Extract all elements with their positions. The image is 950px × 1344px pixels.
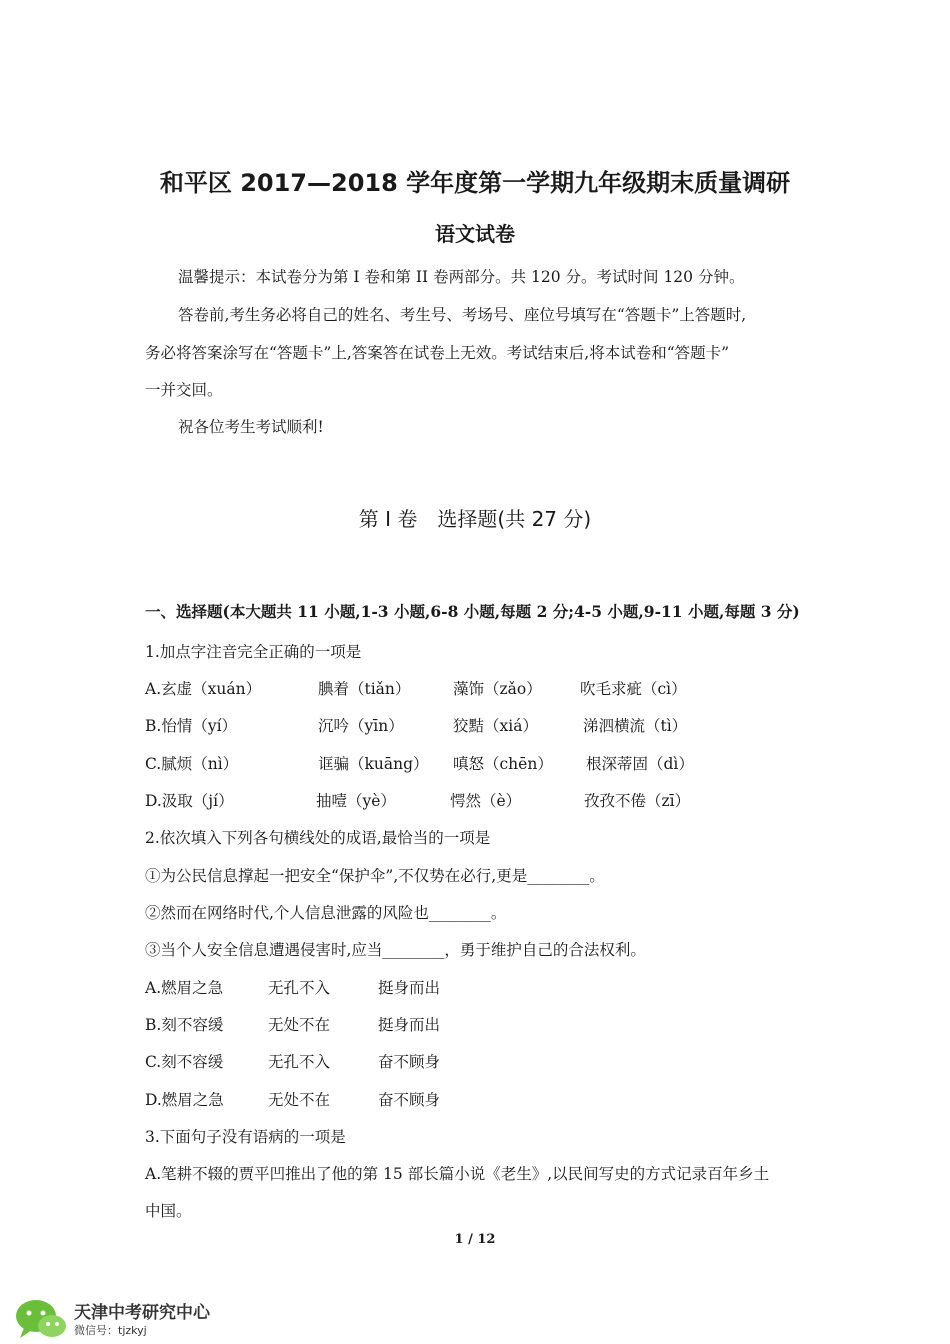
q3-stem: 3.下面句子没有语病的一项是 [145, 1128, 346, 1146]
section-title: 第 I 卷 选择题(共 27 分) [358, 507, 592, 531]
q2-stem: 2.依次填入下列各句横线处的成语,最恰当的一项是 [145, 829, 491, 847]
q1-option-b-2: 沉吟（yīn） [318, 717, 404, 735]
notice-line-3: 务必将答案涂写在“答题卡”上,答案答在试卷上无效。考试结束后,将本试卷和“答题卡” [145, 344, 730, 362]
q2-sentence-1: ①为公民信息撑起一把安全“保护伞”,不仅势在必行,更是________。 [145, 867, 605, 885]
q2-option-b-3: 挺身而出 [378, 1016, 441, 1034]
q2-sentence-2: ②然而在网络时代,个人信息泄露的风险也________。 [145, 904, 507, 922]
q1-option-c-3: 嗔怒（chēn） [453, 755, 553, 773]
wechat-logo-icon [14, 1296, 70, 1342]
q2-option-a-3: 挺身而出 [378, 979, 441, 997]
q1-option-b-1: B.怡情（yí） [145, 717, 238, 735]
section-heading: 一、选择题(本大题共 11 小题,1-3 小题,6-8 小题,每题 2 分;4-5 小题,9-11 小题,每题 3 分) [145, 602, 800, 621]
q3-option-a-line-1: A.笔耕不辍的贾平凹推出了他的第 15 部长篇小说《老生》,以民间写史的方式记录百年乡土 [145, 1165, 770, 1183]
q1-option-b-3: 狡黠（xiá） [453, 717, 538, 735]
watermark [14, 1296, 274, 1342]
q2-option-d-1: D.燃眉之急 [145, 1091, 224, 1109]
q2-option-d-3: 奋不顾身 [378, 1091, 441, 1109]
exam-title: 和平区 2017—2018 学年度第一学期九年级期末质量调研 [159, 169, 791, 197]
q1-stem: 1.加点字注音完全正确的一项是 [145, 643, 362, 661]
page-number: 1 / 12 [454, 1232, 496, 1247]
q2-option-c-2: 无孔不入 [268, 1053, 331, 1071]
q2-option-a-1: A.燃眉之急 [145, 979, 224, 997]
q1-option-a-3: 藻饰（zǎo） [453, 680, 542, 698]
q2-sentence-3: ③当个人安全信息遭遇侵害时,应当________，勇于维护自己的合法权利。 [145, 941, 646, 959]
watermark-id: 微信号：tjzkyj [74, 1324, 147, 1337]
q1-option-a-1: A.玄虚（xuán） [145, 680, 262, 698]
q1-option-d-4: 孜孜不倦（zī） [584, 792, 691, 810]
notice-line-5: 祝各位考生考试顺利! [178, 418, 324, 436]
notice-line-2: 答卷前,考生务必将自己的姓名、考生号、考场号、座位号填写在“答题卡”上答题时, [178, 306, 747, 324]
q1-option-d-2: 抽噎（yè） [316, 792, 396, 810]
q2-option-b-2: 无处不在 [268, 1016, 331, 1034]
notice-line-4: 一并交回。 [145, 381, 223, 399]
q2-option-a-2: 无孔不入 [268, 979, 331, 997]
watermark-name: 天津中考研究中心 [74, 1303, 210, 1323]
q1-option-a-4: 吹毛求疵（cì） [580, 680, 687, 698]
q1-option-a-2: 腆着（tiǎn） [318, 680, 411, 698]
notice-line-1: 温馨提示：本试卷分为第 I 卷和第 II 卷两部分。共 120 分。考试时间 120 分钟。 [178, 268, 745, 286]
exam-subtitle: 语文试卷 [435, 222, 515, 246]
q2-option-b-1: B.刻不容缓 [145, 1016, 224, 1034]
q2-option-c-3: 奋不顾身 [378, 1053, 441, 1071]
q3-option-a-line-2: 中国。 [145, 1202, 192, 1220]
q1-option-c-2: 诓骗（kuāng） [318, 755, 429, 773]
q2-option-d-2: 无处不在 [268, 1091, 331, 1109]
q2-option-c-1: C.刻不容缓 [145, 1053, 224, 1071]
q1-option-d-1: D.汲取（jí） [145, 792, 234, 810]
q1-option-c-1: C.腻烦（nì） [145, 755, 239, 773]
q1-option-c-4: 根深蒂固（dì） [586, 755, 694, 773]
q1-option-d-3: 愕然（è） [450, 792, 522, 810]
q1-option-b-4: 涕泗横流（tì） [583, 717, 688, 735]
